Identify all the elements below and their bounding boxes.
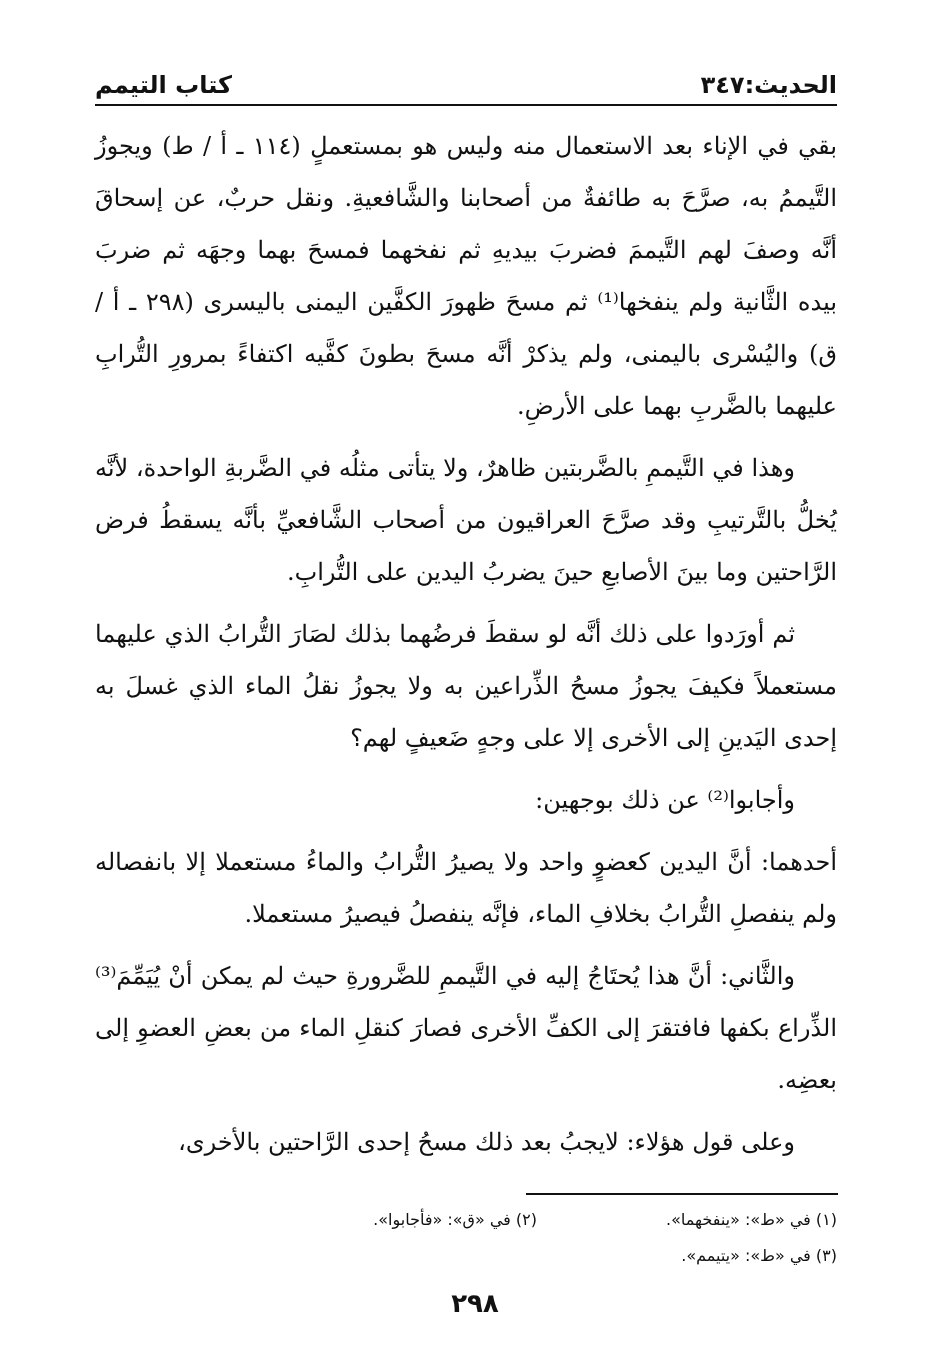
footnote-row-1 — [112, 1202, 837, 1238]
paragraph-4: وأجابوا⁽²⁾ عن ذلك بوجهين: — [535, 786, 795, 814]
footnote-1: (١) في «ط»: «ينفخهما». — [666, 1210, 837, 1229]
footnote-2: (٢) في «ق»: «فأجابوا». — [373, 1210, 537, 1229]
hadith-number-label: الحديث:٣٤٧ — [700, 71, 837, 99]
main-text — [95, 120, 837, 1178]
footnote-divider — [526, 1193, 838, 1195]
paragraph-5: أحدهما: أنَّ اليدين كعضوٍ واحد ولا يصيرُ التُّرابُ والماءُ مستعملا إلا بانفصاله ولم ينفصلِ التُّرابُ بخلافِ الماء، فإنَّه ينفصلُ فيصيرُ مستعملا. — [95, 848, 837, 928]
paragraph-7: وعلى قول هؤلاء: لايجبُ بعد ذلك مسحُ إحدى الرَّاحتين بالأخرى، — [178, 1128, 795, 1156]
page-number: ٢٩٨ — [451, 1289, 499, 1319]
running-header — [95, 66, 837, 106]
footnote-3: (٣) في «ط»: «يتيمم». — [681, 1246, 837, 1265]
paragraph-6: والثَّاني: أنَّ هذا يُحتَاجُ إليه في التَّيممِ للضَّرورةِ حيث لم يمكن أنْ يُيَمِّمَ⁽³⁾ الذِّراع بكفها فافتقرَ إلى الكفِّ الأخرى فصارَ كنقلِ الماء من بعضِ العضوِ إلى بعضِه. — [95, 962, 837, 1094]
paragraph-1: بقي في الإناء بعد الاستعمال منه وليس هو بمستعملٍ (١١٤ ـ أ / ط) ويجوزُ التَّيممُ به، صرَّحَ به طائفةٌ من أصحابنا والشَّافعيةِ. ونقل حربٌ، عن إسحاقَ أنَّه وصفَ لهم التَّيممَ فضربَ بيديهِ ثم نفخهما فمسحَ بهما وجهَه ثم ضربَ بيده الثَّانية ولم ينفخها⁽¹⁾ ثم مسحَ ظهورَ الكفَّين اليمنى باليسرى (٢٩٨ ـ أ /ق) واليُسْرى باليمنى، ولم يذكرْ أنَّه مسحَ بطونَ كفَّيه اكتفاءً بمرورِ التُّرابِ عليهما بالضَّربِ بهما على الأرضِ. — [95, 132, 837, 420]
footnotes — [112, 1202, 837, 1274]
paragraph-2: وهذا في التَّيممِ بالضَّربتين ظاهرٌ، ولا يتأتى مثلُه في الضَّربةِ الواحدة، لأنَّه يُخلُّ بالتَّرتيبِ وقد صرَّحَ العراقيون من أصحاب الشَّافعيِّ بأنَّه يسقطُ فرض الرَّاحتين وما بينَ الأصابعِ حينَ يضربُ اليدين على التُّرابِ. — [95, 454, 837, 586]
paragraph-3: ثم أورَدوا على ذلك أنَّه لو سقطَ فرضُهما بذلك لصَارَ التُّرابُ الذي عليهما مستعملاً فكيفَ يجوزُ مسحُ الذِّراعين به ولا يجوزُ نقلُ الماء الذي غسلَ به إحدى اليَدينِ إلى الأخرى إلا على وجهٍ ضَعيفٍ لهم؟ — [95, 620, 837, 752]
book-title: كتاب التيمم — [95, 71, 232, 99]
footnote-row-2 — [112, 1238, 837, 1274]
